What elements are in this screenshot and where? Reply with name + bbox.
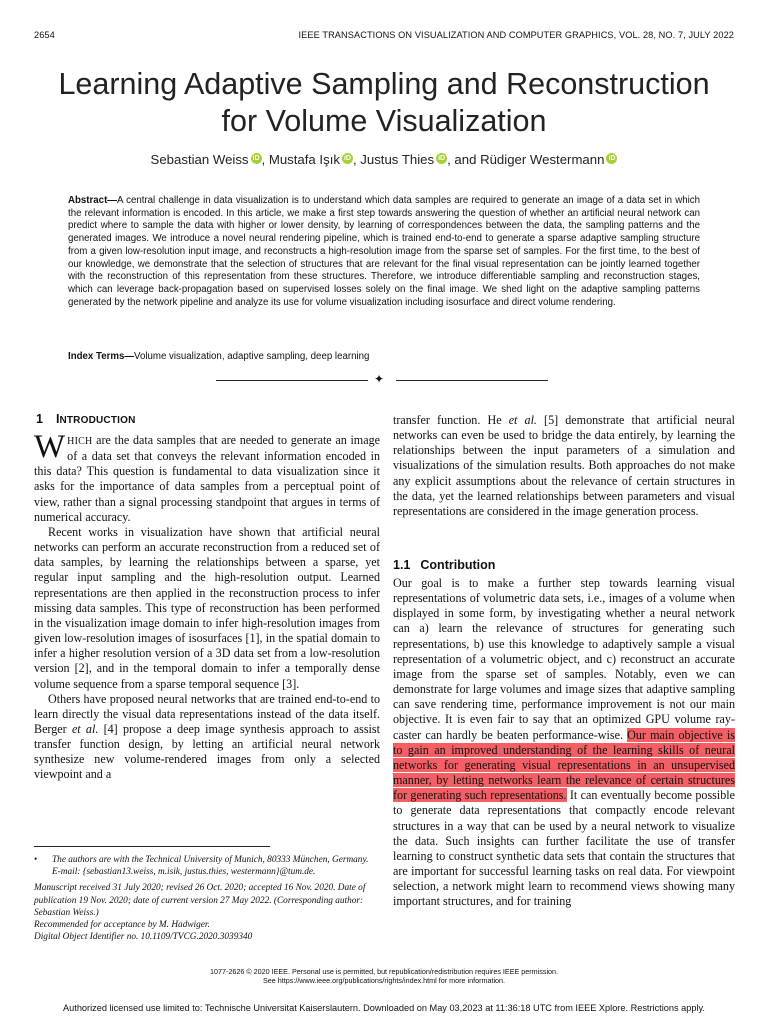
subsection-heading-contribution	[393, 558, 495, 572]
orcid-icon[interactable]: iD	[252, 155, 260, 162]
intro-p3-text-b: [4] propose a deep image synthesis approach to assist transfer function design, by letting an artificial neural network synthesize new volume-rendered images from only a selected viewpoint and a	[34, 721, 380, 782]
intro-smallcaps: HICH	[67, 436, 93, 447]
intro-paragraph-1	[34, 429, 380, 525]
left-column	[34, 429, 380, 783]
right-paragraph-1	[393, 413, 735, 519]
author-separator: , and	[447, 152, 481, 167]
abstract-label: Abstract—	[68, 195, 117, 206]
right-p1-text-a: transfer function. He	[393, 413, 509, 427]
author-name[interactable]: Mustafa Işık	[268, 152, 340, 167]
footnote-recommended: Recommended for acceptance by M. Hadwiger.	[34, 920, 210, 931]
orcid-icon[interactable]: iD	[438, 155, 446, 162]
orcid-icon[interactable]: iD	[608, 155, 616, 162]
author-name[interactable]: Sebastian Weiss	[150, 152, 249, 167]
index-terms	[68, 351, 369, 362]
orcid-icon[interactable]: iD	[343, 155, 351, 162]
footnote-manuscript: Manuscript received 31 July 2020; revised 26 Oct. 2020; accepted 16 Nov. 2020. Date of publication 19 Nov. 2020; date of current version 27 May 2022. (Corresponding author: Sebastian Weiss.)	[34, 883, 366, 918]
intro-p3-etal: et al.	[71, 721, 99, 736]
contribution-text-pre: Our goal is to make a further step towards learning visual representations of volumetric data sets, i.e., images of a volume when displayed in some form, by investigating whether a neural network can a) learn the relevance of structures for generating such representations, b) use this knowledge to adaptively sample a visual representation of a volumetric object, and c) reconstruct an accurate image from the sparse set of samples. Notably, even we can demonstrate for large volumes and image sizes that adaptive sampling can save rendering time, performance improvement is not our main objective. It is even fair to say that an optimized GPU volume ray-caster can hardly be beaten performance-wise.	[393, 576, 735, 742]
copyright-notice	[0, 967, 768, 985]
highlighted-text[interactable]: Our main objective is to gain an improved understanding of the learning skills of neural networks for generating visual representations in an unsupervised manner, by letting networks learn the relevance of certain structures for generating such representations.	[393, 727, 736, 803]
footnotes	[34, 854, 380, 943]
author-separator: ,	[261, 152, 269, 167]
intro-p1-text: are the data samples that are needed to generate an image of a data set that conveys the relevant information encoded in this data? This question is fundamental to data visualization since it asks for the importance of data samples from a perceptual point of view, rather than a signal processing standpoint that argues in terms of numerical accuracy.	[34, 433, 380, 524]
author-name[interactable]: Rüdiger Westermann	[480, 152, 605, 167]
abstract	[68, 195, 700, 309]
section-title-cap: I	[55, 412, 60, 426]
intro-paragraph-3	[34, 692, 380, 783]
title-line-1: Learning Adaptive Sampling and Reconstruction	[58, 67, 710, 101]
footnote-affiliation: The authors are with the Technical University of Munich, 80333 München, Germany.	[52, 855, 369, 865]
right-column-contribution	[393, 576, 735, 909]
divider-line-left	[216, 380, 368, 381]
copyright-line-1: 1077-2626 © 2020 IEEE. Personal use is permitted, but republication/redistribution requires IEEE permission.	[209, 967, 559, 976]
section-heading-introduction	[36, 412, 136, 426]
authorized-use-notice: Authorized licensed use limited to: Technische Universitat Kaiserslautern. Downloaded on May 03,2023 at 11:36:18 UTC from IEEE Xplore. Restrictions apply.	[63, 1003, 705, 1013]
index-terms-label: Index Terms—	[68, 351, 135, 362]
subsection-title: Contribution	[420, 558, 496, 572]
intro-p3-text-a: Others have proposed neural networks that are trained end-to-end to learn directly the visual data representations instead of the data itself. Berger	[34, 691, 380, 736]
paper-title	[0, 66, 768, 140]
index-terms-text: Volume visualization, adaptive sampling, deep learning	[134, 351, 370, 362]
abstract-text: A central challenge in data visualization is to understand which data samples are required to generate an image of a data set in which the relevant information is encoded. In this article, we make a first step towards answering the question of whether an artificial neural network can predict where to sample the data with higher or lower density, by learning of correspondences between the data, the sampling patterns and the generated images. We introduce a novel neural rendering pipeline, which is trained end-to-end to generate a sparse adaptive sampling structure from a given low-resolution input image, and reconstructs a high-resolution image from the sparse set of samples. For the first time, to the best of our knowledge, we demonstrate that the selection of structures that are relevant for the final visual representation can be jointly learned together with the reconstruction of this representation from these structures. Therefore, we introduce differentiable sampling and reconstruction stages, which can leverage back-propagation based on supervised losses solely on the final image. We shed light on the adaptive sampling patterns generated by the network pipeline and analyze its use for volume visualization including isosurface and direct volume rendering.	[68, 195, 700, 308]
title-line-2: for Volume Visualization	[221, 104, 547, 138]
intro-paragraph-2: Recent works in visualization have shown that artificial neural networks can perform an accurate reconstruction from a reduced set of data samples, by learning the relationships between a sparse, yet regular input sampling and the high-resolution output. Learned representations are then applied in the reconstruction process to infer missing data samples. This type of reconstruction has been performed in the visualization image domain to infer high-resolution images from given low-resolution images of isosurfaces [1], in the spatial domain to infer a higher resolution version of a 3D data set from a low-resolution version [2], and in the temporal domain to infer a temporally dense volume sequence from a sparse temporal sequence [3].	[34, 524, 380, 691]
author-separator: ,	[352, 152, 361, 167]
divider-ornament-icon: ✦	[374, 372, 385, 386]
section-number: 1	[36, 412, 43, 426]
footnote-email: E-mail: {sebastian13.weiss, m.isik, justus.thies, westermann}@tum.de.	[52, 867, 316, 878]
right-p1-etal: et al.	[508, 413, 537, 427]
drop-cap: W	[34, 429, 66, 465]
footnote-affiliation-block	[34, 854, 380, 878]
right-column-top	[393, 413, 735, 519]
journal-header: IEEE TRANSACTIONS ON VISUALIZATION AND COMPUTER GRAPHICS, VOL. 28, NO. 7, JULY 2022	[298, 30, 734, 40]
divider-line-right	[396, 380, 548, 381]
section-title-rest: NTRODUCTION	[59, 415, 136, 426]
right-p1-text-b: [5] demonstrate that artificial neural networks can even be used to bridge the data entirely, by learning the relationships between the input parameters of a simulation and visualizations of the simulation results. Both approaches do not make any explicit assumptions about the relevance of certain structures in the data, yet the learned relationships between parameters and visual representations are considered in the image generation process.	[393, 413, 735, 518]
footnote-bullet: •	[34, 855, 38, 865]
contribution-paragraph	[393, 576, 735, 909]
subsection-number: 1.1	[393, 558, 411, 572]
footnote-doi: Digital Object Identifier no. 10.1109/TVCG.2020.3039340	[34, 932, 253, 943]
author-list	[0, 152, 768, 167]
page-number: 2654	[34, 30, 55, 40]
copyright-line-2[interactable]: See https://www.ieee.org/publications/rights/index.html for more information.	[262, 976, 506, 986]
footnote-rule	[34, 846, 270, 847]
contribution-text-post: It can eventually become possible to generate data representations that compactly encode relevant structures in a way that can be used by a neural network to visualize the data. Such insights can further facilitate the use of transfer learning to construct synthetic data sets that contain the structures that are important for successful learning tasks on real data. For viewpoint selection, a network might learn to recommend views showing many important structures, and for training	[393, 788, 736, 909]
author-name[interactable]: Justus Thies	[360, 152, 435, 167]
